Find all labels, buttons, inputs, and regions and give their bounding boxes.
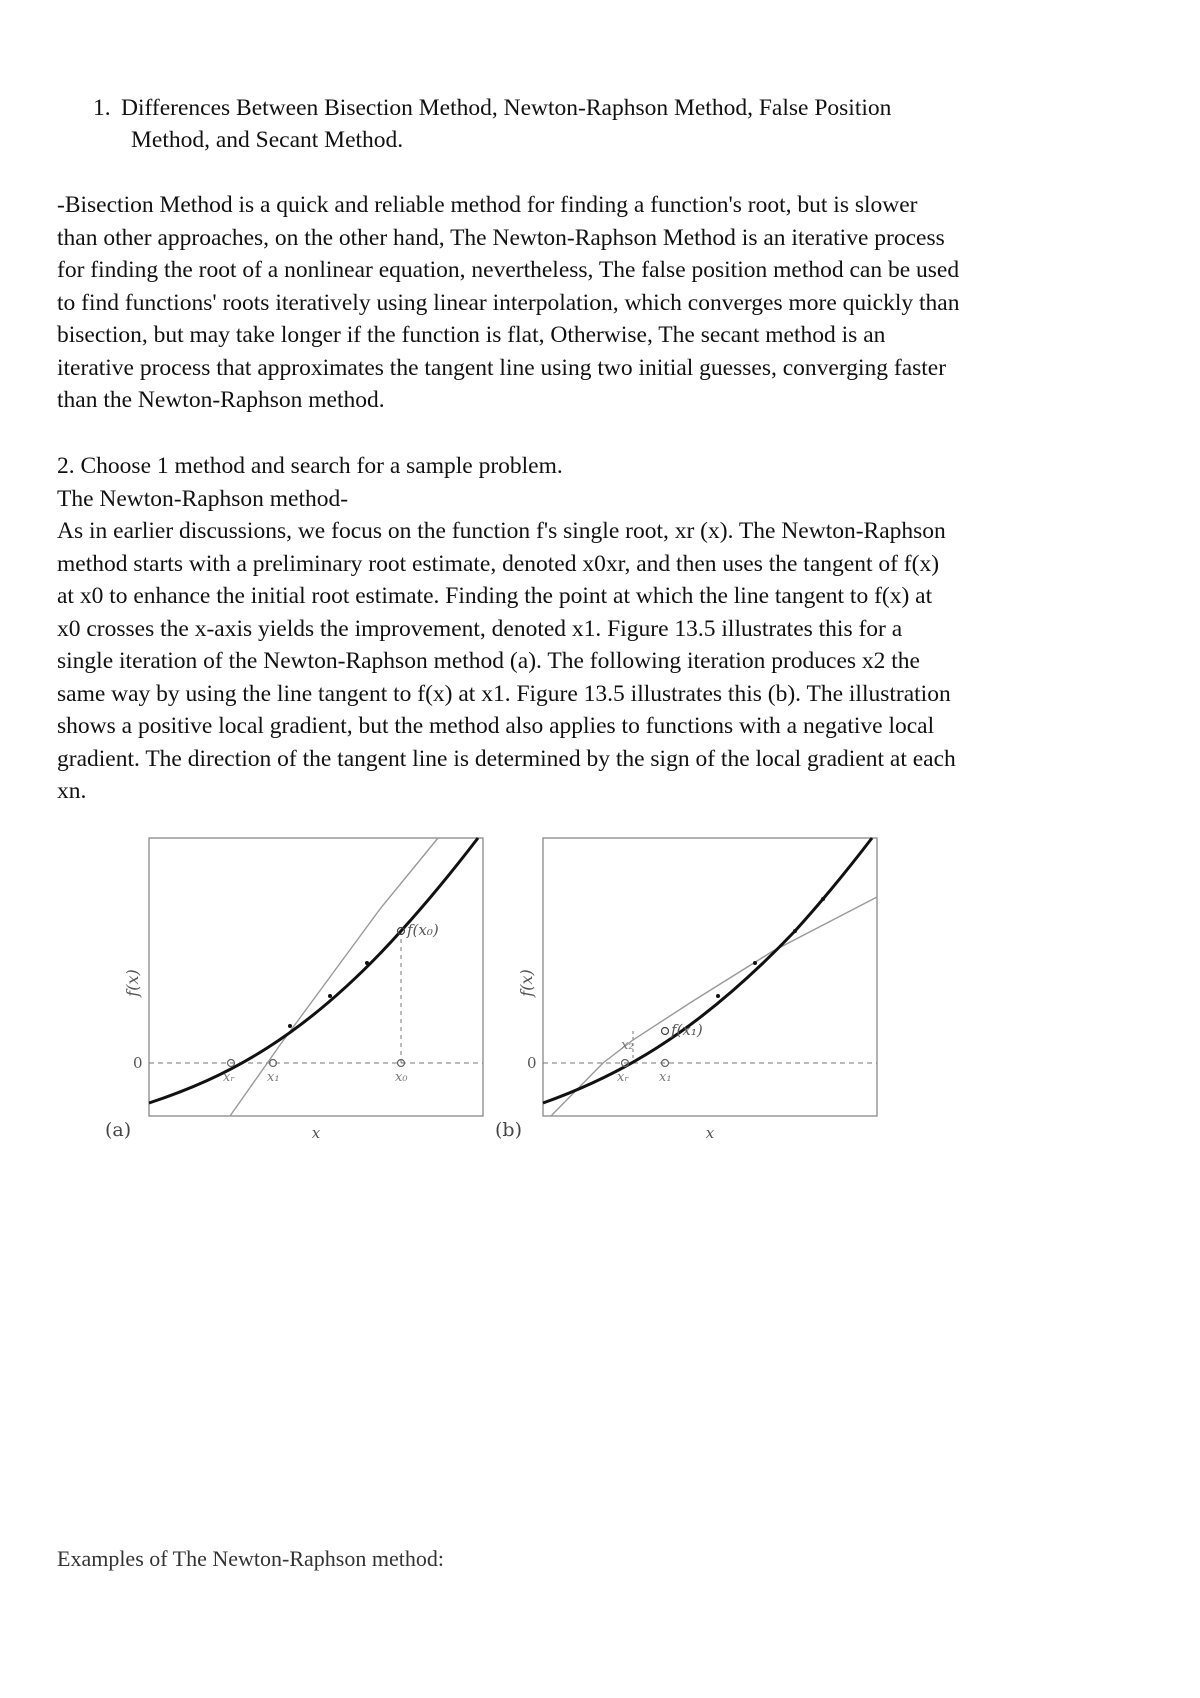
panel-tag: (b): [495, 1119, 522, 1141]
answer-1-line: to find functions' roots iteratively using linear interpolation, which converges more quickly than: [57, 289, 960, 316]
examples-heading: Examples of The Newton-Raphson method:: [57, 1546, 444, 1571]
answer-1-line: for finding the root of a nonlinear equation, nevertheless, The false position method can be used: [57, 257, 960, 283]
xr-label: xᵣ: [223, 1070, 235, 1085]
answer-2-line: x0 crosses the x-axis yields the improvement, denoted x1. Figure 13.5 illustrates this for a: [57, 615, 903, 642]
xr-label: xᵣ: [617, 1070, 629, 1085]
figure-panel-b: [493, 833, 883, 1158]
curve-marker: [365, 961, 369, 965]
answer-1-line: iterative process that approximates the tangent line using two initial guesses, converging faster: [57, 354, 947, 381]
figure-panel-a: [105, 833, 495, 1158]
answer-1-line: -Bisection Method is a quick and reliable method for finding a function's root, but is slower: [57, 192, 918, 218]
question-1-title-line1: Differences Between Bisection Method, Newton-Raphson Method, False Position: [121, 95, 892, 121]
answer-2-line: single iteration of the Newton-Raphson method (a). The following iteration produces x2 the: [57, 648, 920, 674]
answer-1-line: than other approaches, on the other hand, The Newton-Raphson Method is an iterative process: [57, 224, 945, 251]
x0-label: x₀: [395, 1070, 408, 1085]
y-axis-label: f(x): [123, 969, 142, 997]
plot-frame: [149, 838, 483, 1116]
question-2-section: [57, 450, 1157, 808]
answer-2-line: As in earlier discussions, we focus on the function f's single root, xr (x). The Newton-Raphson: [57, 518, 946, 544]
answer-1-paragraph: [57, 189, 1157, 417]
answer-2-line: shows a positive local gradient, but the method also applies to functions with a negative local: [57, 713, 935, 739]
zero-label: 0: [133, 1054, 143, 1072]
curve-marker: [716, 994, 720, 998]
fx0-label: f(x₀): [407, 921, 439, 939]
answer-2-line: same way by using the line tangent to f(x) at x1. Figure 13.5 illustrates this (b). The illustration: [57, 680, 951, 707]
x1-label: x₁: [659, 1070, 672, 1085]
answer-2-line: xn.: [57, 778, 87, 804]
answer-2-line: method starts with a preliminary root estimate, denoted x0xr, and then uses the tangent of f(x): [57, 550, 940, 577]
method-label: The Newton-Raphson method-: [57, 485, 349, 512]
x-axis-label: x: [311, 1124, 321, 1142]
x-axis-label: x: [705, 1124, 715, 1142]
question-1-title-line2: Method, and Secant Method.: [131, 127, 404, 153]
question-1-number: 1.: [93, 95, 111, 121]
curve-marker: [328, 994, 332, 998]
answer-1-line: than the Newton-Raphson method.: [57, 387, 385, 413]
answer-2-line: gradient. The direction of the tangent line is determined by the sign of the local gradient at each: [57, 745, 956, 772]
answer-1-line: bisection, but may take longer if the function is flat, Otherwise, The secant method is an: [57, 322, 886, 348]
plot-frame: [543, 838, 877, 1116]
answer-2-line: at x0 to enhance the initial root estimate. Finding the point at which the line tangent to f(x) at: [57, 583, 933, 609]
question-2-title: 2. Choose 1 method and search for a sample problem.: [57, 453, 563, 479]
question-1-heading: [93, 92, 1093, 156]
curve-marker: [793, 929, 797, 933]
fx1-label: f(x₁): [671, 1021, 703, 1039]
panel-tag: (a): [105, 1119, 132, 1141]
curve-marker: [288, 1024, 292, 1028]
curve-marker: [753, 961, 757, 965]
curve-marker: [821, 897, 825, 901]
zero-label: 0: [527, 1054, 537, 1072]
x2-label: x₂: [621, 1038, 634, 1053]
fx1-point: [662, 1028, 669, 1035]
x1-label: x₁: [267, 1070, 280, 1085]
y-axis-label: f(x): [517, 969, 536, 997]
